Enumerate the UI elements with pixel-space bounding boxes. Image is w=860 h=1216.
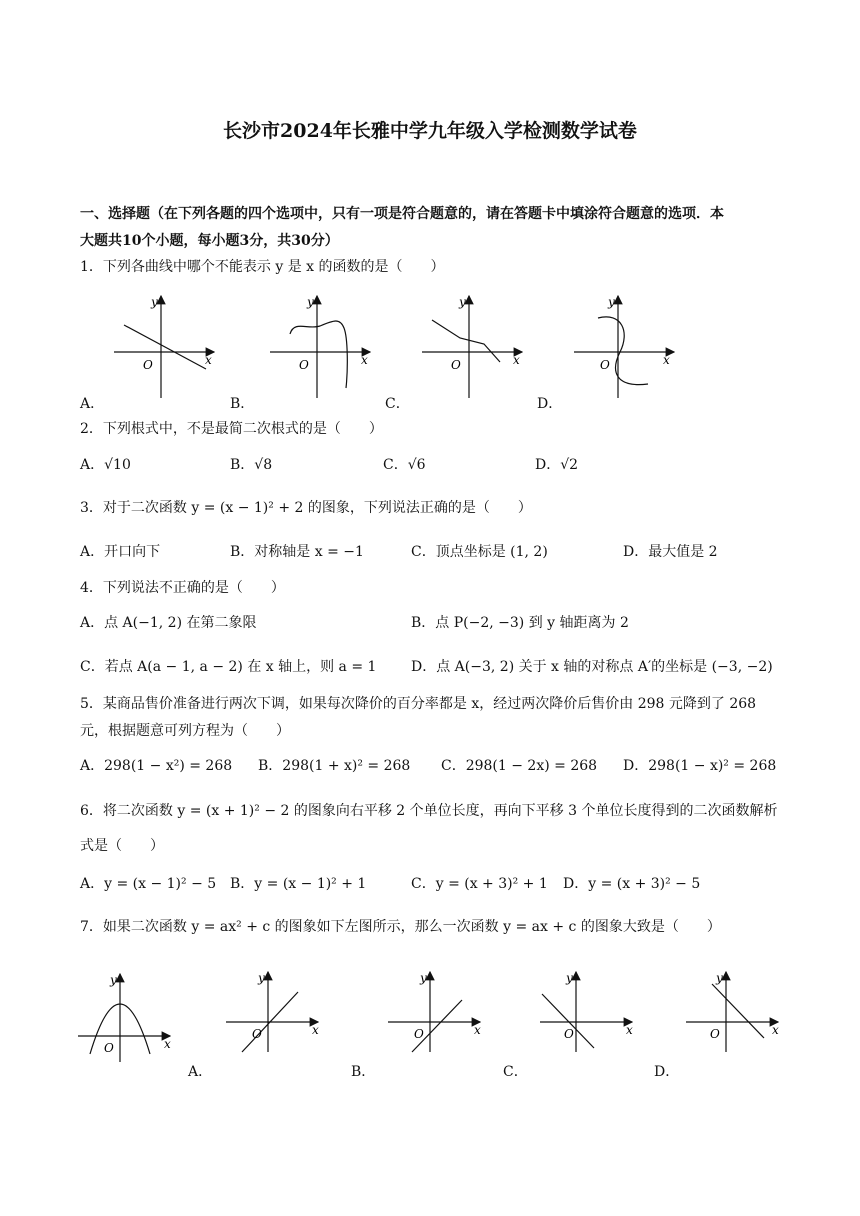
q4-option-d: D．点 A(−3, 2) 关于 x 轴的对称点 A′的坐标是 (−3, −2) [411, 659, 773, 675]
q2-option-d: D．√2 [535, 457, 579, 473]
origin-label: O [710, 1027, 720, 1041]
x-label: x [474, 1023, 481, 1037]
y-label: y [307, 295, 314, 309]
origin-label: O [252, 1027, 262, 1041]
x-label: x [164, 1037, 171, 1051]
q7-option-b: B． [351, 1064, 376, 1080]
y-label: y [459, 295, 466, 309]
y-label: y [258, 971, 265, 985]
q6-option-b: B．y = (x − 1)² + 1 [230, 876, 367, 892]
q3-option-d: D．最大值是 2 [623, 544, 718, 560]
x-label: x [312, 1023, 319, 1037]
q2-option-b: B．√8 [230, 457, 273, 473]
q4-stem: 4．下列说法不正确的是（ ） [80, 580, 285, 596]
q6-stem-line2: 式是（ ） [80, 838, 164, 854]
x-label: x [361, 353, 368, 367]
q6-stem-line1: 6．将二次函数 y = (x + 1)² − 2 的图象向右平移 2 个单位长度，再向下平移 3 个单位长度得到的二次函数解析 [80, 803, 778, 819]
q7-graph-b [386, 966, 486, 1054]
y-label: y [110, 973, 117, 987]
y-label: y [151, 295, 158, 309]
q1-graph-d [572, 292, 678, 400]
q7-graph-d [684, 966, 784, 1054]
q5-stem-line2: 元，根据题意可列方程为（ ） [80, 723, 290, 739]
q5-option-c: C．298(1 − 2x) = 268 [441, 758, 598, 774]
origin-label: O [600, 358, 610, 372]
q2-stem: 2．下列根式中，不是最简二次根式的是（ ） [80, 421, 383, 437]
origin-label: O [414, 1027, 424, 1041]
curve [124, 325, 206, 369]
y-label: y [716, 971, 723, 985]
origin-label: O [451, 358, 461, 372]
y-label: y [420, 971, 427, 985]
x-label: x [205, 353, 212, 367]
q2-option-c: C．√6 [383, 457, 426, 473]
q1-option-c: C． [385, 396, 410, 412]
q7-parabola-graph [76, 968, 176, 1064]
q6-option-d: D．y = (x + 3)² − 5 [563, 876, 701, 892]
y-label: y [566, 971, 573, 985]
q1-option-d: D． [537, 396, 563, 412]
q4-option-c: C．若点 A(a − 1, a − 2) 在 x 轴上，则 a = 1 [80, 659, 377, 675]
curve [290, 321, 347, 388]
q5-option-a: A．298(1 − x²) = 268 [80, 758, 233, 774]
q1-graph-c [420, 292, 526, 400]
q3-stem: 3．对于二次函数 y = (x − 1)² + 2 的图象，下列说法正确的是（ ） [80, 500, 532, 516]
section-heading-line2: 大题共10个小题，每小题3分，共30分） [80, 233, 339, 249]
q7-stem: 7．如果二次函数 y = ax² + c 的图象如下左图所示，那么一次函数 y = ax + c 的图象大致是（ ） [80, 919, 721, 935]
q7-graph-a [224, 966, 324, 1054]
q4-option-b: B．点 P(−2, −3) 到 y 轴距离为 2 [411, 615, 629, 631]
q1-option-a: A． [80, 396, 105, 412]
q1-option-b: B． [230, 396, 255, 412]
q1-graph-a [112, 292, 218, 400]
exam-title: 长沙市2024年长雅中学九年级入学检测数学试卷 [223, 120, 637, 142]
q3-option-b: B．对称轴是 x = −1 [230, 544, 364, 560]
curve [598, 317, 648, 385]
q7-graph-c [538, 966, 638, 1054]
origin-label: O [104, 1041, 114, 1055]
q4-option-a: A．点 A(−1, 2) 在第二象限 [80, 615, 257, 631]
origin-label: O [143, 358, 153, 372]
origin-label: O [564, 1027, 574, 1041]
origin-label: O [299, 358, 309, 372]
q1-stem: 1．下列各曲线中哪个不能表示 y 是 x 的函数的是（ ） [80, 259, 445, 275]
q7-option-d: D． [654, 1064, 680, 1080]
q1-graph-b [268, 292, 374, 400]
x-label: x [663, 353, 670, 367]
q5-option-d: D．298(1 − x)² = 268 [623, 758, 777, 774]
q6-option-c: C．y = (x + 3)² + 1 [411, 876, 548, 892]
x-label: x [626, 1023, 633, 1037]
q2-option-a: A．√10 [80, 457, 131, 473]
q6-option-a: A．y = (x − 1)² − 5 [80, 876, 217, 892]
section-heading-line1: 一、选择题（在下列各题的四个选项中，只有一项是符合题意的，请在答题卡中填涂符合题意的选项．本 [80, 206, 724, 222]
curve [432, 320, 500, 362]
q3-option-c: C．顶点坐标是 (1, 2) [411, 544, 548, 560]
q7-option-a: A． [188, 1064, 213, 1080]
x-label: x [513, 353, 520, 367]
q5-stem-line1: 5．某商品售价准备进行两次下调，如果每次降价的百分率都是 x，经过两次降价后售价由 298 元降到了 268 [80, 696, 757, 712]
y-label: y [608, 295, 615, 309]
q3-option-a: A．开口向下 [80, 544, 161, 560]
x-label: x [772, 1023, 779, 1037]
q7-option-c: C． [503, 1064, 528, 1080]
line [412, 1000, 462, 1052]
q5-option-b: B．298(1 + x)² = 268 [258, 758, 411, 774]
